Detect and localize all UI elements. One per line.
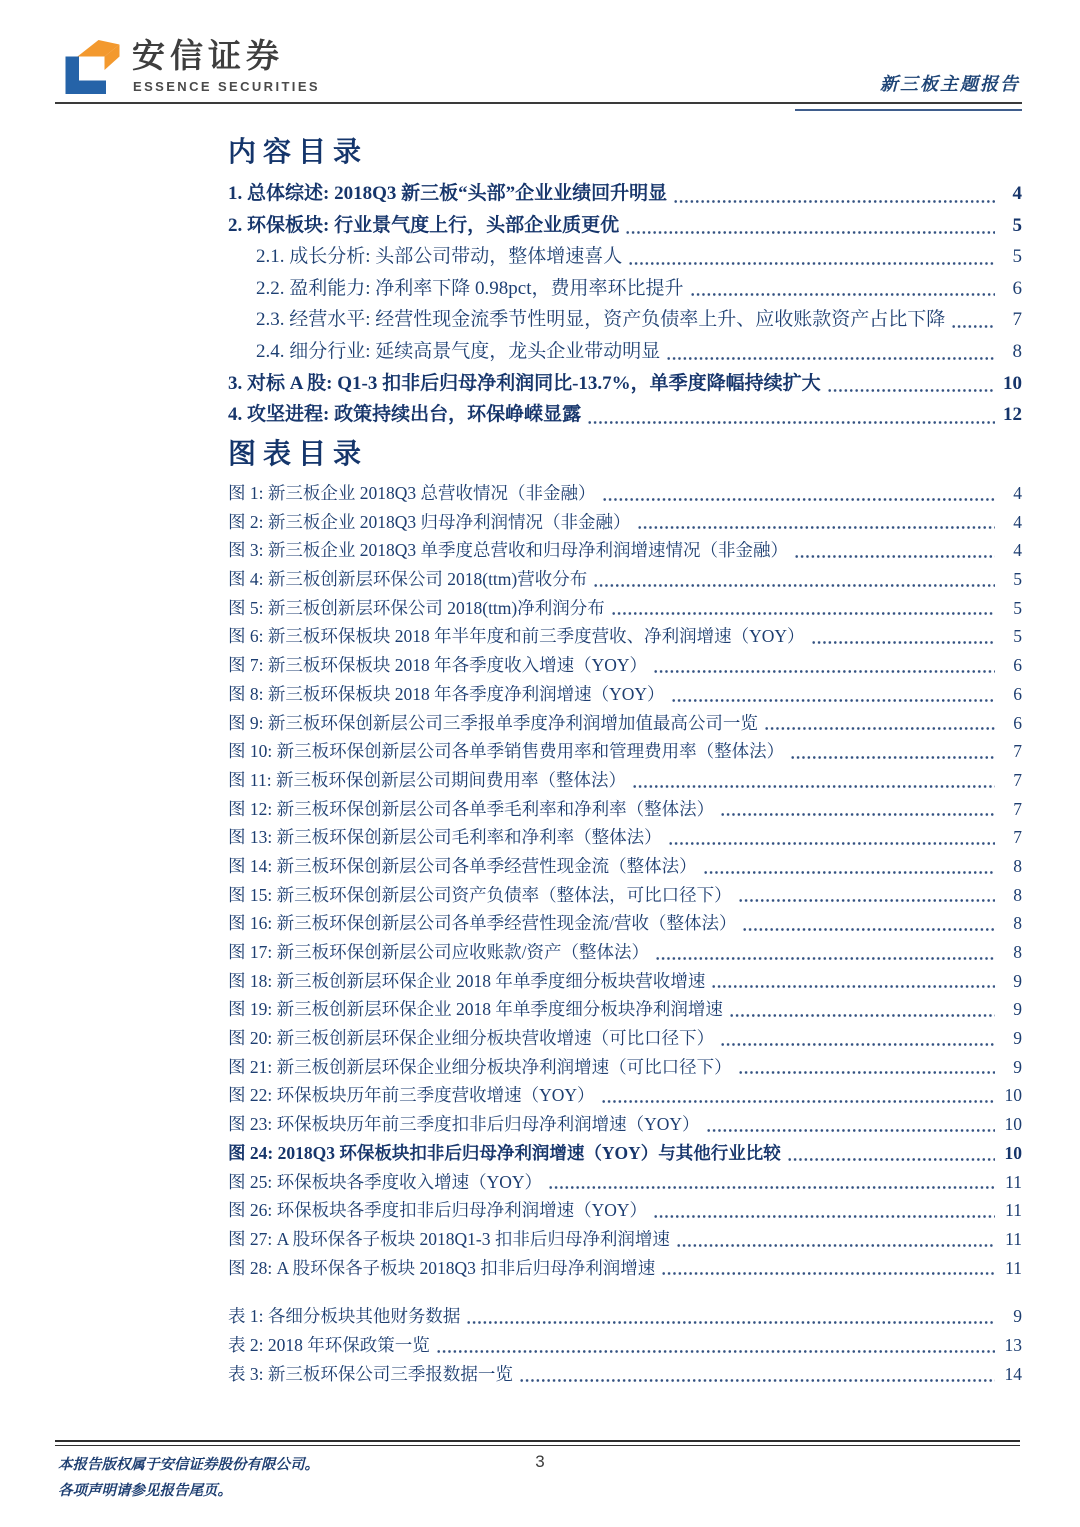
table-entry[interactable] bbox=[228, 1302, 1022, 1331]
figure-entry[interactable] bbox=[228, 622, 1022, 651]
report-type-underline bbox=[795, 109, 1022, 111]
dot-leader bbox=[951, 324, 995, 329]
entry-page-number: 8 bbox=[1013, 855, 1022, 876]
entry-text: 3. 对标 A 股: Q1-3 扣非后归母净利润同比-13.7%，单季度降幅持续扩大 bbox=[228, 372, 821, 394]
toc-entry[interactable] bbox=[228, 336, 1022, 368]
entry-text: 图 27: A 股环保各子板块 2018Q1-3 扣非后归母净利润增速 bbox=[228, 1228, 670, 1249]
table-entry[interactable] bbox=[228, 1331, 1022, 1360]
entry-text: 图 15: 新三板环保创新层公司资产负债率（整体法，可比口径下） bbox=[228, 884, 732, 905]
entry-page-number: 7 bbox=[1013, 741, 1022, 762]
toc-entry[interactable] bbox=[228, 210, 1022, 242]
page-number: 3 bbox=[535, 1452, 545, 1471]
entry-page-number: 5 bbox=[1012, 246, 1022, 268]
entry-page-number: 8 bbox=[1013, 942, 1022, 962]
entry-text: 图 10: 新三板环保创新层公司各单季销售费用率和管理费用率（整体法） bbox=[228, 741, 785, 762]
dot-leader bbox=[720, 812, 995, 817]
entry-text: 2.2. 盈利能力: 净利率下降 0.98pct，费用率环比提升 bbox=[256, 277, 684, 299]
dot-leader bbox=[666, 356, 995, 361]
entry-page-number: 11 bbox=[1005, 1228, 1022, 1249]
figure-entry[interactable] bbox=[228, 1254, 1022, 1283]
dot-leader bbox=[625, 230, 995, 235]
figures-list bbox=[228, 479, 1022, 1282]
toc-entry[interactable] bbox=[228, 178, 1022, 210]
entry-page-number: 5 bbox=[1013, 626, 1022, 647]
entry-page-number: 7 bbox=[1013, 798, 1022, 819]
figure-entry[interactable] bbox=[228, 709, 1022, 738]
figure-entry[interactable] bbox=[228, 536, 1022, 565]
entry-page-number: 5 bbox=[1012, 214, 1022, 236]
dot-leader bbox=[601, 1099, 995, 1104]
entry-page-number: 10 bbox=[1003, 372, 1022, 394]
figure-entry[interactable] bbox=[228, 938, 1022, 967]
dot-leader bbox=[593, 583, 995, 588]
figure-entry[interactable] bbox=[228, 766, 1022, 795]
entry-text: 表 3: 新三板环保公司三季报数据一览 bbox=[228, 1364, 513, 1384]
dot-leader bbox=[611, 611, 995, 616]
entry-page-number: 7 bbox=[1012, 309, 1022, 331]
entry-page-number: 4 bbox=[1013, 511, 1022, 532]
dot-leader bbox=[711, 984, 995, 989]
copyright-line: 本报告版权属于安信证券股份有限公司。 bbox=[58, 1457, 319, 1473]
entry-text: 图 11: 新三板环保创新层公司期间费用率（整体法） bbox=[228, 769, 626, 790]
entry-text: 图 2: 新三板企业 2018Q3 归母净利润情况（非金融） bbox=[228, 511, 631, 532]
entry-page-number: 4 bbox=[1013, 483, 1022, 503]
brand-name-cn: 安信证券 bbox=[132, 37, 284, 74]
entry-page-number: 13 bbox=[1004, 1335, 1022, 1355]
entry-page-number: 9 bbox=[1013, 1056, 1022, 1077]
entry-text: 表 2: 2018 年环保政策一览 bbox=[228, 1335, 430, 1355]
essence-securities-logo-icon bbox=[58, 34, 124, 100]
entry-text: 1. 总体综述: 2018Q3 新三板“头部”企业业绩回升明显 bbox=[228, 183, 668, 204]
entry-page-number: 4 bbox=[1012, 183, 1022, 204]
dot-leader bbox=[764, 726, 995, 731]
entry-page-number: 12 bbox=[1003, 404, 1022, 426]
figure-entry[interactable] bbox=[228, 909, 1022, 938]
entry-text: 图 18: 新三板创新层环保企业 2018 年单季度细分板块营收增速 bbox=[228, 970, 706, 991]
entry-text: 图 28: A 股环保各子板块 2018Q3 扣非后归母净利润增速 bbox=[228, 1257, 656, 1278]
dot-leader bbox=[738, 1070, 995, 1075]
entry-text: 图 6: 新三板环保板块 2018 年半年度和前三季度营收、净利润增速（YOY） bbox=[228, 626, 805, 647]
figure-entry[interactable] bbox=[228, 1110, 1022, 1139]
entry-page-number: 7 bbox=[1013, 827, 1022, 848]
dot-leader bbox=[790, 755, 995, 760]
toc-entry[interactable] bbox=[228, 368, 1022, 400]
entry-page-number: 10 bbox=[1004, 1085, 1022, 1106]
brand-name-en: ESSENCE SECURITIES bbox=[133, 79, 320, 94]
entry-text: 图 22: 环保板块历年前三季度营收增速（YOY） bbox=[228, 1085, 595, 1106]
entry-page-number: 8 bbox=[1012, 340, 1022, 362]
entry-text: 图 3: 新三板企业 2018Q3 单季度总营收和归母净利润增速情况（非金融） bbox=[228, 540, 788, 561]
entry-text: 图 1: 新三板企业 2018Q3 总营收情况（非金融） bbox=[228, 483, 596, 503]
entry-page-number: 4 bbox=[1013, 540, 1022, 561]
entry-page-number: 7 bbox=[1013, 769, 1022, 790]
toc-entry[interactable] bbox=[228, 273, 1022, 305]
entry-page-number: 11 bbox=[1005, 1171, 1022, 1192]
entry-text: 图 9: 新三板环保创新层公司三季报单季度净利润增加值最高公司一览 bbox=[228, 712, 758, 733]
dot-leader bbox=[706, 1128, 995, 1133]
dot-leader bbox=[632, 784, 995, 789]
entry-text: 2.3. 经营水平: 经营性现金流季节性明显，资产负债率上升、应收账款资产占比下降 bbox=[256, 309, 946, 331]
dot-leader bbox=[794, 554, 995, 559]
entry-page-number: 6 bbox=[1013, 712, 1022, 733]
entry-text: 图 4: 新三板创新层环保公司 2018(ttm)营收分布 bbox=[228, 569, 588, 590]
entry-text: 图 7: 新三板环保板块 2018 年各季度收入增速（YOY） bbox=[228, 655, 648, 676]
entry-text: 图 19: 新三板创新层环保企业 2018 年单季度细分板块净利润增速 bbox=[228, 999, 723, 1020]
entry-page-number: 9 bbox=[1013, 970, 1022, 991]
dot-leader bbox=[548, 1185, 995, 1190]
entry-text: 图 14: 新三板环保创新层公司各单季经营性现金流（整体法） bbox=[228, 855, 697, 876]
figures-directory-title: 图表目录 bbox=[228, 439, 369, 470]
entry-page-number: 8 bbox=[1013, 913, 1022, 934]
dot-leader bbox=[827, 388, 995, 393]
report-type-label: 新三板主题报告 bbox=[880, 74, 1020, 94]
entry-page-number: 6 bbox=[1012, 277, 1022, 299]
dot-leader bbox=[676, 1243, 995, 1248]
entry-text: 图 24: 2018Q3 环保板块扣非后归母净利润增速（YOY）与其他行业比较 bbox=[228, 1142, 781, 1163]
dot-leader bbox=[653, 1214, 995, 1219]
footer-divider bbox=[55, 1440, 1020, 1446]
figure-entry[interactable] bbox=[228, 479, 1022, 508]
figure-entry[interactable] bbox=[228, 594, 1022, 623]
entry-text: 2. 环保板块: 行业景气度上行，头部企业质更优 bbox=[228, 214, 620, 236]
entry-page-number: 10 bbox=[1004, 1114, 1022, 1135]
figure-entry[interactable] bbox=[228, 1139, 1022, 1168]
dot-leader bbox=[742, 927, 995, 932]
entry-page-number: 6 bbox=[1013, 655, 1022, 676]
entry-text: 图 5: 新三板创新层环保公司 2018(ttm)净利润分布 bbox=[228, 597, 605, 618]
header-divider bbox=[55, 102, 1022, 104]
dot-leader bbox=[738, 898, 995, 903]
toc-entry[interactable] bbox=[228, 304, 1022, 336]
entry-text: 图 12: 新三板环保创新层公司各单季毛利率和净利率（整体法） bbox=[228, 798, 715, 819]
dot-leader bbox=[628, 261, 995, 266]
figure-entry[interactable] bbox=[228, 1053, 1022, 1082]
entry-page-number: 11 bbox=[1005, 1200, 1022, 1221]
table-entry[interactable] bbox=[228, 1360, 1022, 1389]
figure-entry[interactable] bbox=[228, 1024, 1022, 1053]
dot-leader bbox=[602, 497, 996, 502]
dot-leader bbox=[811, 640, 995, 645]
entry-text: 图 17: 新三板环保创新层公司应收账款/资产（整体法） bbox=[228, 942, 649, 962]
dot-leader bbox=[673, 199, 995, 204]
contents-list bbox=[228, 178, 1022, 431]
figure-entry[interactable] bbox=[228, 1168, 1022, 1197]
figure-entry[interactable] bbox=[228, 881, 1022, 910]
figure-entry[interactable] bbox=[228, 852, 1022, 881]
entry-text: 图 8: 新三板环保板块 2018 年各季度净利润增速（YOY） bbox=[228, 683, 665, 704]
figure-entry[interactable] bbox=[228, 823, 1022, 852]
entry-page-number: 9 bbox=[1013, 1028, 1022, 1049]
entry-text: 图 26: 环保板块各季度扣非后归母净利润增速（YOY） bbox=[228, 1200, 648, 1221]
dot-leader bbox=[671, 698, 995, 703]
contents-directory-title: 内容目录 bbox=[228, 137, 369, 168]
entry-page-number: 6 bbox=[1013, 683, 1022, 704]
toc-entry[interactable] bbox=[228, 241, 1022, 273]
entry-page-number: 11 bbox=[1005, 1257, 1022, 1278]
dot-leader bbox=[637, 525, 996, 530]
tables-list bbox=[228, 1302, 1022, 1389]
entry-page-number: 10 bbox=[1004, 1142, 1022, 1163]
dot-leader bbox=[703, 870, 995, 875]
entry-page-number: 14 bbox=[1004, 1364, 1022, 1384]
dot-leader bbox=[653, 669, 995, 674]
figure-entry[interactable] bbox=[228, 651, 1022, 680]
entry-text: 2.1. 成长分析: 头部公司带动，整体增速喜人 bbox=[256, 246, 623, 268]
dot-leader bbox=[661, 1271, 995, 1276]
figure-entry[interactable] bbox=[228, 1225, 1022, 1254]
figure-entry[interactable] bbox=[228, 1081, 1022, 1110]
figure-entry[interactable] bbox=[228, 680, 1022, 709]
figure-entry[interactable] bbox=[228, 737, 1022, 766]
dot-leader bbox=[519, 1378, 995, 1383]
dot-leader bbox=[436, 1349, 995, 1354]
entry-text: 图 21: 新三板创新层环保企业细分板块净利润增速（可比口径下） bbox=[228, 1056, 732, 1077]
figure-entry[interactable] bbox=[228, 995, 1022, 1024]
toc-entry[interactable] bbox=[228, 399, 1022, 431]
figure-entry[interactable] bbox=[228, 508, 1022, 537]
entry-page-number: 9 bbox=[1013, 1306, 1022, 1326]
entry-text: 图 20: 新三板创新层环保企业细分板块营收增速（可比口径下） bbox=[228, 1028, 715, 1049]
entry-text: 2.4. 细分行业: 延续高景气度，龙头企业带动明显 bbox=[256, 340, 661, 362]
entry-text: 图 16: 新三板环保创新层公司各单季经营性现金流/营收（整体法） bbox=[228, 913, 737, 934]
figure-entry[interactable] bbox=[228, 565, 1022, 594]
entry-page-number: 9 bbox=[1013, 999, 1022, 1020]
dot-leader bbox=[466, 1320, 995, 1325]
entry-text: 表 1: 各细分板块其他财务数据 bbox=[228, 1306, 461, 1326]
dot-leader bbox=[729, 1013, 995, 1018]
entry-text: 图 25: 环保板块各季度收入增速（YOY） bbox=[228, 1171, 543, 1192]
disclaimer-line: 各项声明请参见报告尾页。 bbox=[58, 1483, 232, 1500]
figure-entry[interactable] bbox=[228, 795, 1022, 824]
dot-leader bbox=[720, 1042, 995, 1047]
entry-page-number: 8 bbox=[1013, 884, 1022, 905]
dot-leader bbox=[587, 420, 995, 425]
entry-text: 图 13: 新三板环保创新层公司毛利率和净利率（整体法） bbox=[228, 827, 662, 848]
figure-entry[interactable] bbox=[228, 967, 1022, 996]
entry-page-number: 5 bbox=[1013, 597, 1022, 618]
dot-leader bbox=[787, 1157, 995, 1162]
dot-leader bbox=[668, 841, 995, 846]
entry-page-number: 5 bbox=[1013, 569, 1022, 590]
figure-entry[interactable] bbox=[228, 1196, 1022, 1225]
entry-text: 4. 攻坚进程: 政策持续出台，环保峥嵘显露 bbox=[228, 404, 582, 426]
dot-leader bbox=[690, 292, 996, 297]
entry-text: 图 23: 环保板块历年前三季度扣非后归母净利润增速（YOY） bbox=[228, 1114, 700, 1135]
dot-leader bbox=[655, 956, 995, 961]
